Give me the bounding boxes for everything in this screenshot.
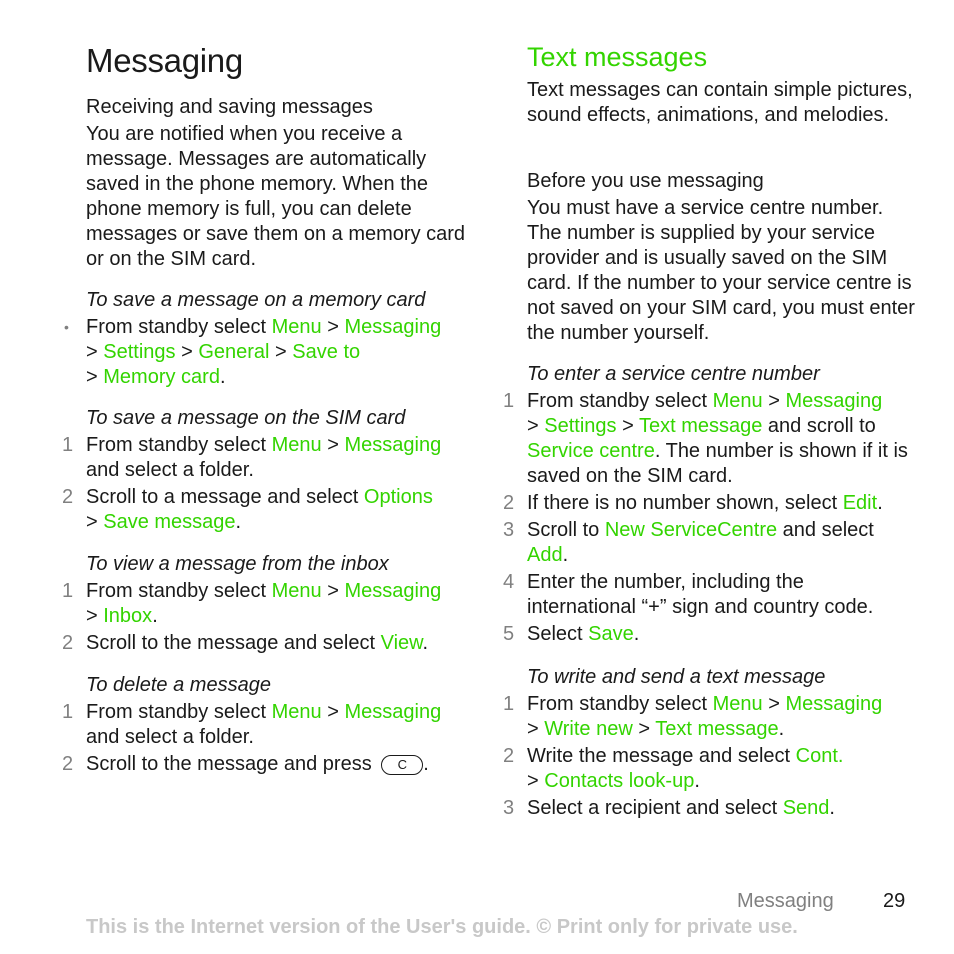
step-number: 1 <box>503 390 515 412</box>
save-link[interactable]: Save <box>588 623 634 645</box>
period: . <box>877 492 883 514</box>
separator: > <box>638 718 651 740</box>
period: . <box>152 605 158 627</box>
step-number: 1 <box>62 701 74 723</box>
service-centre-heading: To enter a service centre number <box>527 363 820 385</box>
before-section <box>527 169 917 346</box>
service-centre-step-2 <box>503 491 917 516</box>
bullet-icon: • <box>64 319 69 335</box>
save-memory-card-section <box>64 288 478 390</box>
receiving-body: You are notified when you receive a message. Messages are automatically saved in the phone memory. When the phone memory is full, you can delete messages or save them on a memory card or on the SIM card. <box>86 123 466 270</box>
separator: > <box>527 770 539 792</box>
before-body: You must have a service centre number. The number is supplied by your service provider and is usually saved on the SIM card. If the number to your service centre is not saved on your SIM card, you must enter the number yourself. <box>527 197 915 344</box>
step-text: Write the message and select <box>527 745 796 767</box>
period: . <box>778 718 785 740</box>
view-link[interactable]: View <box>380 632 423 654</box>
step-text: Enter the number, including the international “+” sign and country code. <box>527 571 874 618</box>
new-service-centre-link[interactable]: New ServiceCentre <box>604 519 778 541</box>
step-number: 2 <box>62 632 74 654</box>
separator: > <box>527 718 539 740</box>
text-message-link[interactable]: Text message <box>638 415 763 437</box>
service-centre-step-1 <box>503 389 917 489</box>
step-text: Scroll to a message and select <box>86 486 364 508</box>
save-sim-heading: To save a message on the SIM card <box>86 407 406 429</box>
period: . <box>633 623 640 645</box>
write-send-heading: To write and send a text message <box>527 666 826 688</box>
add-link[interactable]: Add <box>527 544 563 566</box>
menu-link[interactable]: Menu <box>271 434 322 456</box>
separator: > <box>768 390 780 412</box>
intro-body: Text messages can contain simple pictures, sound effects, animations, and melodies. <box>527 79 913 126</box>
messaging-link[interactable]: Messaging <box>344 701 442 723</box>
service-centre-step-5 <box>503 622 917 647</box>
step-text: From standby select <box>86 580 272 602</box>
save-memory-card-step <box>64 315 478 390</box>
before-heading: Before you use messaging <box>527 170 764 192</box>
step-number: 5 <box>503 623 515 645</box>
clear-key-icon: C <box>381 755 423 775</box>
step-text: From standby select <box>86 434 272 456</box>
messaging-link[interactable]: Messaging <box>344 316 442 338</box>
step-number: 1 <box>62 580 74 602</box>
step-number: 1 <box>503 693 515 715</box>
save-sim-step-1 <box>62 433 478 483</box>
settings-link[interactable]: Settings <box>544 415 617 437</box>
view-inbox-step-2 <box>62 631 478 656</box>
delete-step-2 <box>62 752 478 777</box>
separator: > <box>622 415 634 437</box>
period: . <box>694 770 700 792</box>
step-number: 2 <box>503 492 515 514</box>
delete-section <box>62 673 478 777</box>
separator: > <box>86 366 98 388</box>
separator: > <box>86 341 98 363</box>
step-number: 1 <box>62 434 74 456</box>
period: . <box>235 511 242 533</box>
step-number: 3 <box>503 797 515 819</box>
view-inbox-step-1 <box>62 579 478 629</box>
save-sim-section <box>62 406 478 535</box>
menu-link[interactable]: Menu <box>271 580 322 602</box>
step-text: From standby select <box>86 316 272 338</box>
send-link[interactable]: Send <box>782 797 830 819</box>
page-title: Messaging <box>86 42 243 79</box>
period: . <box>219 366 226 388</box>
step-text-tail: and select a folder. <box>86 726 254 748</box>
step-text: Select a recipient and select <box>527 797 783 819</box>
view-inbox-heading: To view a message from the inbox <box>86 553 389 575</box>
step-text: From standby select <box>527 390 713 412</box>
separator: > <box>327 434 339 456</box>
messaging-link[interactable]: Messaging <box>344 434 442 456</box>
period: . <box>423 753 429 775</box>
separator: > <box>527 415 539 437</box>
contacts-lookup-link[interactable]: Contacts look-up <box>544 770 695 792</box>
step-text: and scroll to <box>762 415 876 437</box>
messaging-link[interactable]: Messaging <box>785 390 883 412</box>
menu-link[interactable]: Menu <box>712 693 763 715</box>
menu-link[interactable]: Menu <box>271 701 322 723</box>
delete-step-1 <box>62 700 478 750</box>
write-send-step-1 <box>503 692 917 742</box>
menu-link[interactable]: Menu <box>271 316 322 338</box>
memory-card-link[interactable]: Memory card <box>103 366 220 388</box>
separator: > <box>86 511 98 533</box>
general-link[interactable]: General <box>198 341 270 363</box>
text-message-link[interactable]: Text message <box>655 718 779 740</box>
step-text: Scroll to the message and select <box>86 632 381 654</box>
view-inbox-section <box>62 552 478 656</box>
step-text: and select <box>777 519 874 541</box>
intro-section <box>527 78 917 128</box>
menu-link[interactable]: Menu <box>712 390 763 412</box>
step-text-tail: . The number is shown if it is saved on the SIM card. <box>527 440 908 487</box>
period: . <box>829 797 835 819</box>
step-text: Scroll to <box>527 519 605 541</box>
step-number: 2 <box>62 486 74 508</box>
save-memory-card-heading: To save a message on a memory card <box>86 289 426 311</box>
step-text: Select <box>527 623 589 645</box>
step-text: From standby select <box>86 701 272 723</box>
separator: > <box>86 605 98 627</box>
service-centre-step-3 <box>503 518 917 568</box>
separator: > <box>327 316 339 338</box>
step-text: From standby select <box>527 693 713 715</box>
separator: > <box>327 580 339 602</box>
step-number: 4 <box>503 571 515 593</box>
write-send-step-2 <box>503 744 917 794</box>
separator: > <box>768 693 780 715</box>
step-number: 3 <box>503 519 515 541</box>
step-text: Scroll to the message and press <box>86 753 378 775</box>
service-centre-section <box>503 362 917 647</box>
separator: > <box>327 701 339 723</box>
footer-section-name: Messaging <box>737 890 834 912</box>
write-new-link[interactable]: Write new <box>544 718 633 740</box>
step-number: 2 <box>62 753 74 775</box>
receiving-section <box>86 95 478 272</box>
cont-link[interactable]: Cont. <box>795 745 844 767</box>
messaging-link[interactable]: Messaging <box>344 580 442 602</box>
settings-link[interactable]: Settings <box>103 341 176 363</box>
step-number: 2 <box>503 745 515 767</box>
footer-disclaimer: This is the Internet version of the User's guide. © Print only for private use. <box>86 916 798 938</box>
separator: > <box>275 341 287 363</box>
write-send-section <box>503 665 917 821</box>
step-text: If there is no number shown, select <box>527 492 843 514</box>
delete-heading: To delete a message <box>86 674 271 696</box>
period: . <box>562 544 569 566</box>
page-number: 29 <box>883 890 906 912</box>
receiving-heading: Receiving and saving messages <box>86 96 373 118</box>
service-centre-link[interactable]: Service centre <box>527 440 655 462</box>
period: . <box>422 632 429 654</box>
save-sim-step-2 <box>62 485 478 535</box>
service-centre-step-4 <box>503 570 917 620</box>
inbox-link[interactable]: Inbox <box>103 605 153 627</box>
messaging-link[interactable]: Messaging <box>785 693 883 715</box>
save-message-link[interactable]: Save message <box>103 511 236 533</box>
separator: > <box>181 341 193 363</box>
options-link[interactable]: Options <box>363 486 433 508</box>
save-to-link[interactable]: Save to <box>292 341 361 363</box>
write-send-step-3 <box>503 796 917 821</box>
step-text-tail: and select a folder. <box>86 459 254 481</box>
edit-link[interactable]: Edit <box>842 492 878 514</box>
section-title-text-messages: Text messages <box>527 42 708 72</box>
